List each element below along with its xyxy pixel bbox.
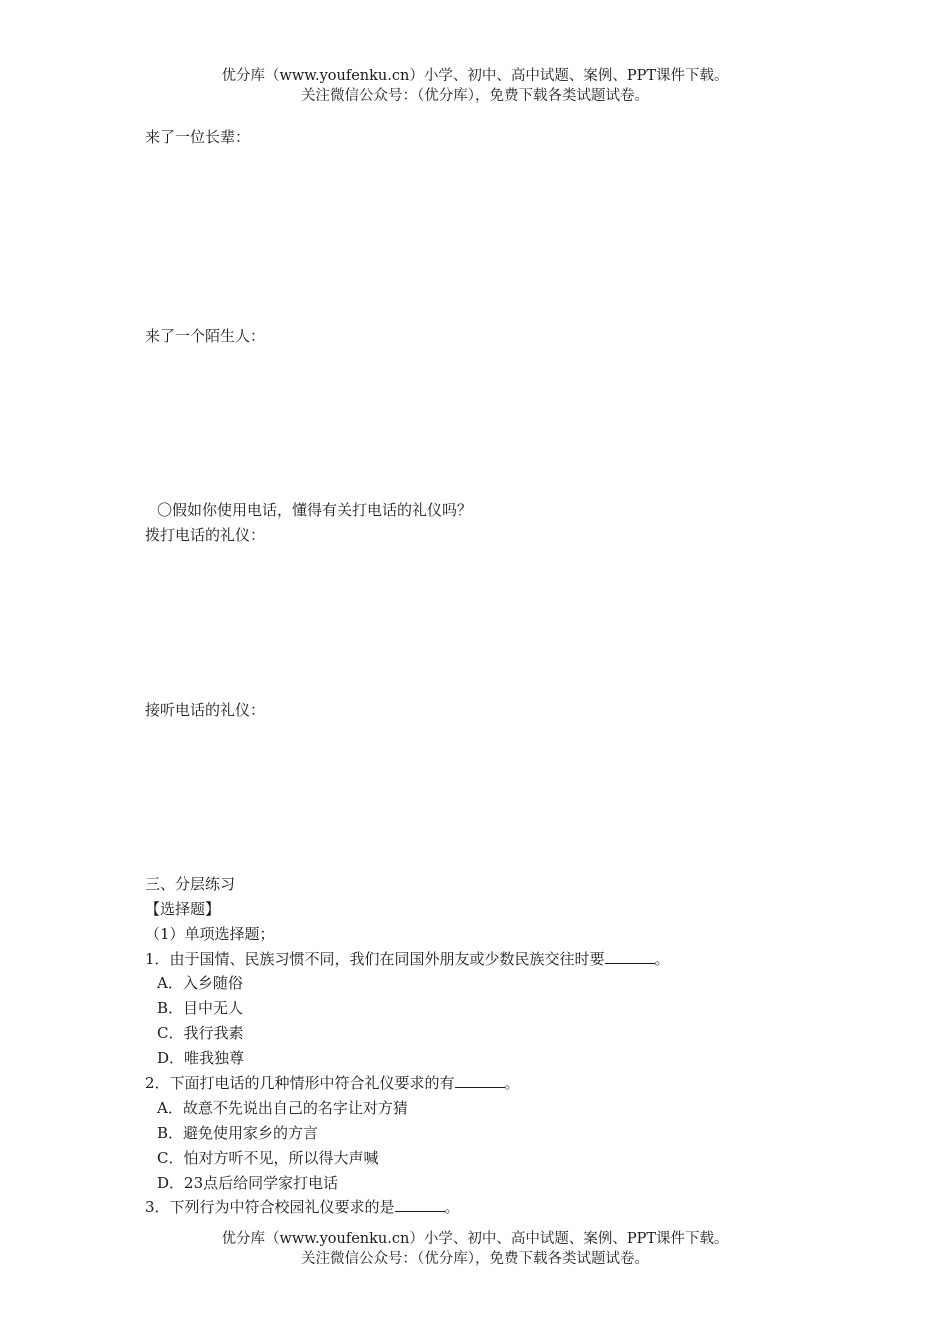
question-2-option-d: D．23点后给同学家打电话: [157, 1174, 339, 1192]
page-header-line-1: 优分库（www.youfenku.cn）小学、初中、高中试题、案例、PPT课件下载。: [221, 68, 729, 84]
page-header-line-2: 关注微信公众号：（优分库），免费下载各类试题试卷。: [301, 88, 649, 104]
answer-blank: [455, 1073, 505, 1088]
question-stem-end: 。: [654, 950, 670, 968]
question-2-option-b: B．避免使用家乡的方言: [157, 1124, 319, 1142]
prompt-elder: 来了一位长辈：: [145, 128, 251, 146]
question-2-option-a: A．故意不先说出自己的名字让对方猜: [157, 1099, 408, 1117]
answer-blank: [395, 1197, 445, 1212]
question-stem-end: 。: [504, 1074, 520, 1092]
question-type-heading: 【选择题】: [145, 900, 221, 918]
question-stem-end: 。: [444, 1198, 460, 1216]
page-footer-line-2: 关注微信公众号：（优分库），免费下载各类试题试卷。: [301, 1251, 649, 1267]
question-1-option-c: C．我行我素: [157, 1024, 244, 1042]
prompt-answering-etiquette: 接听电话的礼仪：: [145, 701, 266, 719]
question-1-option-a: A．入乡随俗: [157, 974, 243, 992]
question-1-option-d: D．唯我独尊: [157, 1049, 245, 1067]
page-footer-line-1: 优分库（www.youfenku.cn）小学、初中、高中试题、案例、PPT课件下载。: [221, 1231, 729, 1247]
question-stem: 3．下列行为中符合校园礼仪要求的是: [145, 1198, 395, 1216]
prompt-stranger: 来了一个陌生人：: [145, 327, 266, 345]
phone-etiquette-question: 〇假如你使用电话，懂得有关打电话的礼仪吗？: [157, 501, 473, 519]
question-1: [145, 948, 670, 970]
question-stem: 1．由于国情、民族习惯不同，我们在同国外朋友或少数民族交往时要: [145, 950, 605, 968]
question-3: [145, 1196, 460, 1218]
question-subtype-heading: （1）单项选择题；: [145, 925, 275, 943]
prompt-dialing-etiquette: 拨打电话的礼仪：: [145, 526, 266, 544]
question-1-option-b: B．目中无人: [157, 999, 244, 1017]
answer-blank: [605, 949, 655, 964]
question-2: [145, 1072, 520, 1094]
section-title: 三、分层练习: [145, 875, 236, 893]
question-2-option-c: C．怕对方听不见，所以得大声喊: [157, 1149, 379, 1167]
question-stem: 2．下面打电话的几种情形中符合礼仪要求的有: [145, 1074, 455, 1092]
